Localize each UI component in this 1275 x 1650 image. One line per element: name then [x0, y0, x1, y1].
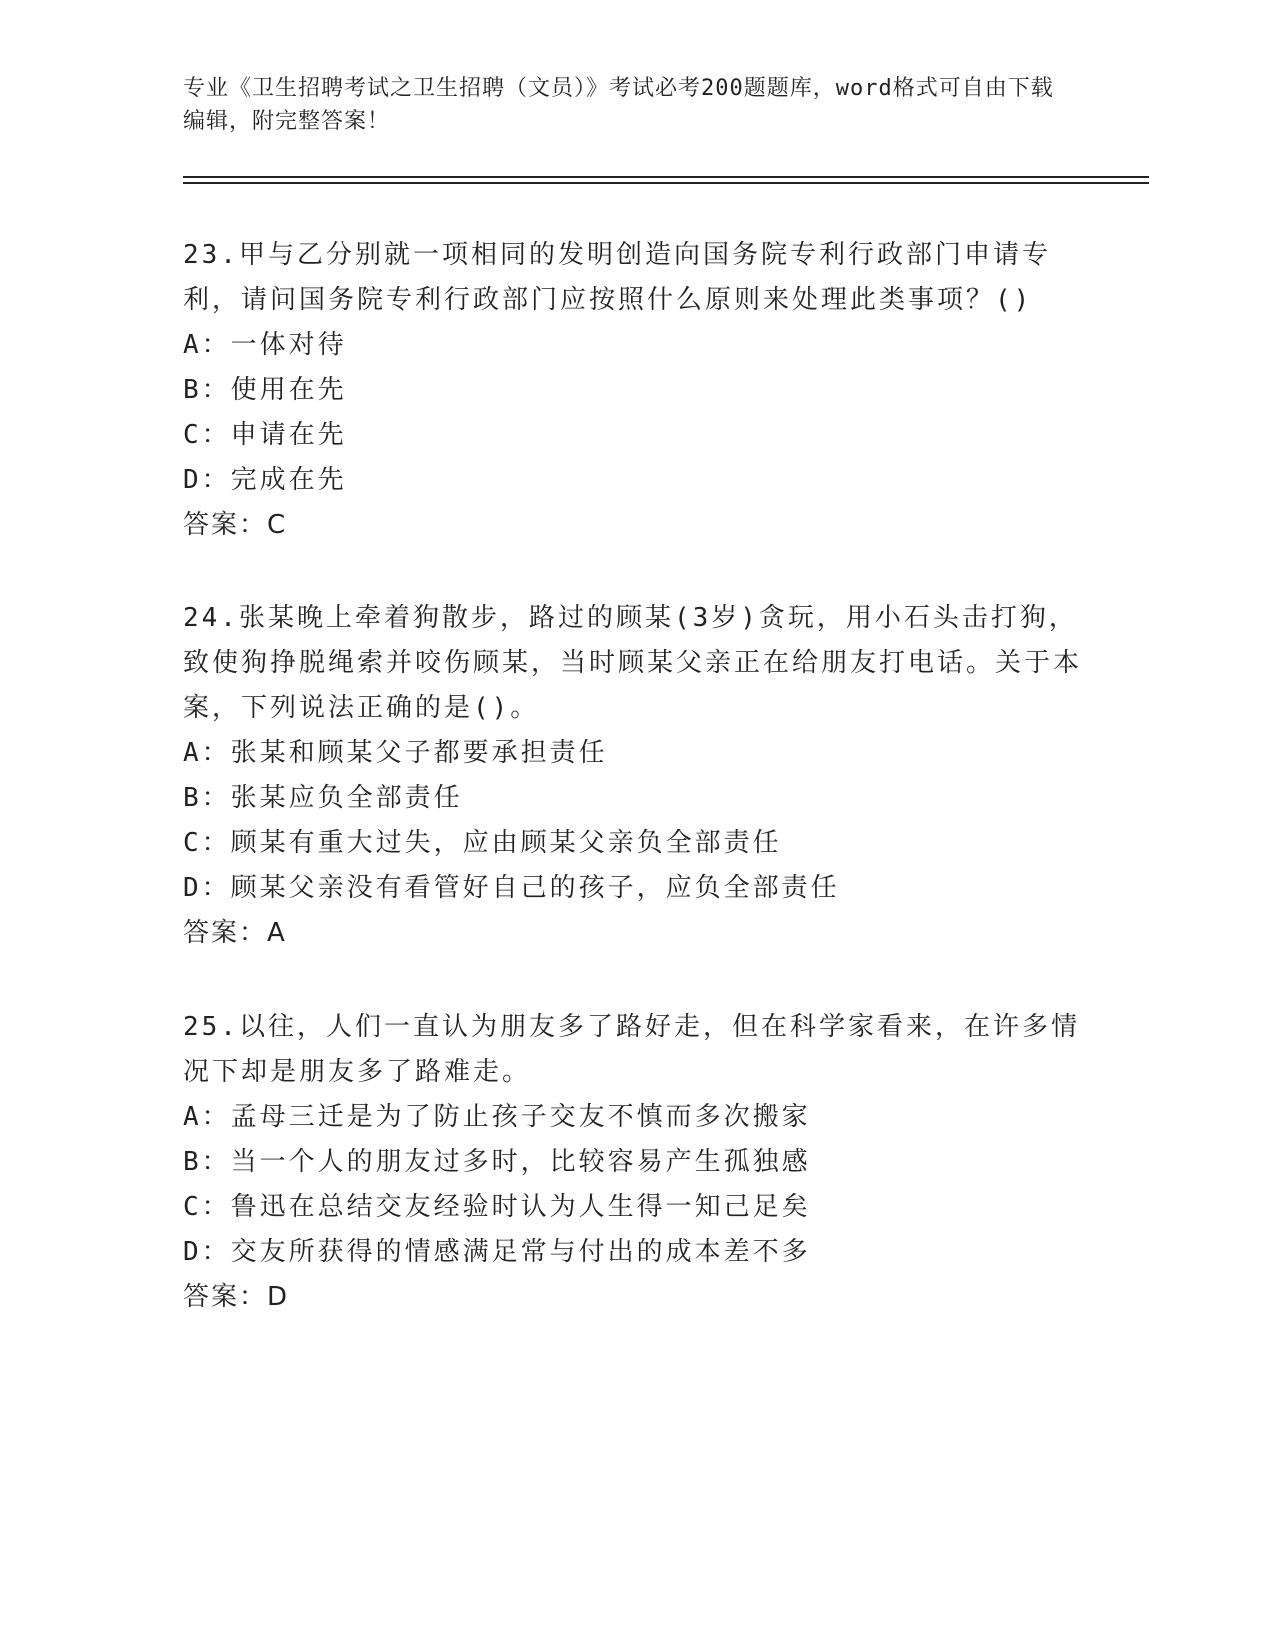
option-a: A：一体对待 [183, 330, 347, 360]
answer-line: 答案：A [183, 918, 287, 948]
option-a: A：孟母三迁是为了防止孩子交友不慎而多次搬家 [183, 1102, 811, 1132]
option-c: C：申请在先 [183, 420, 347, 450]
option-b: B：当一个人的朋友过多时，比较容易产生孤独感 [183, 1147, 811, 1177]
answer-line: 答案：C [183, 510, 288, 540]
option-c: C：鲁迅在总结交友经验时认为人生得一知己足矣 [183, 1192, 811, 1222]
answer-line: 答案：D [183, 1282, 290, 1312]
option-a: A：张某和顾某父子都要承担责任 [183, 738, 608, 768]
option-b: B：使用在先 [183, 375, 347, 405]
header-divider-bottom [183, 182, 1149, 184]
document-header: 专业《卫生招聘考试之卫生招聘（文员）》考试必考200题题库，word格式可自由下载编辑，附完整答案！ [183, 76, 1054, 134]
option-d: D：顾某父亲没有看管好自己的孩子，应负全部责任 [183, 873, 840, 903]
question-stem: 24.张某晚上牵着狗散步，路过的顾某(3岁)贪玩，用小石头击打狗，致使狗挣脱绳索并咬伤顾某，当时顾某父亲正在给朋友打电话。关于本案，下列说法正确的是()。 [183, 603, 1083, 723]
header-divider-top [183, 176, 1149, 178]
option-c: C：顾某有重大过失，应由顾某父亲负全部责任 [183, 828, 782, 858]
option-b: B：张某应负全部责任 [183, 783, 463, 813]
question-stem: 23.甲与乙分别就一项相同的发明创造向国务院专利行政部门申请专利，请问国务院专利行政部门应按照什么原则来处理此类事项？() [183, 240, 1051, 315]
question-24 [183, 596, 1083, 956]
option-d: D：交友所获得的情感满足常与付出的成本差不多 [183, 1237, 811, 1267]
option-d: D：完成在先 [183, 465, 347, 495]
question-23 [183, 233, 1083, 548]
question-stem: 25.以往，人们一直认为朋友多了路好走，但在科学家看来，在许多情况下却是朋友多了路难走。 [183, 1012, 1080, 1087]
question-25 [183, 1005, 1083, 1320]
